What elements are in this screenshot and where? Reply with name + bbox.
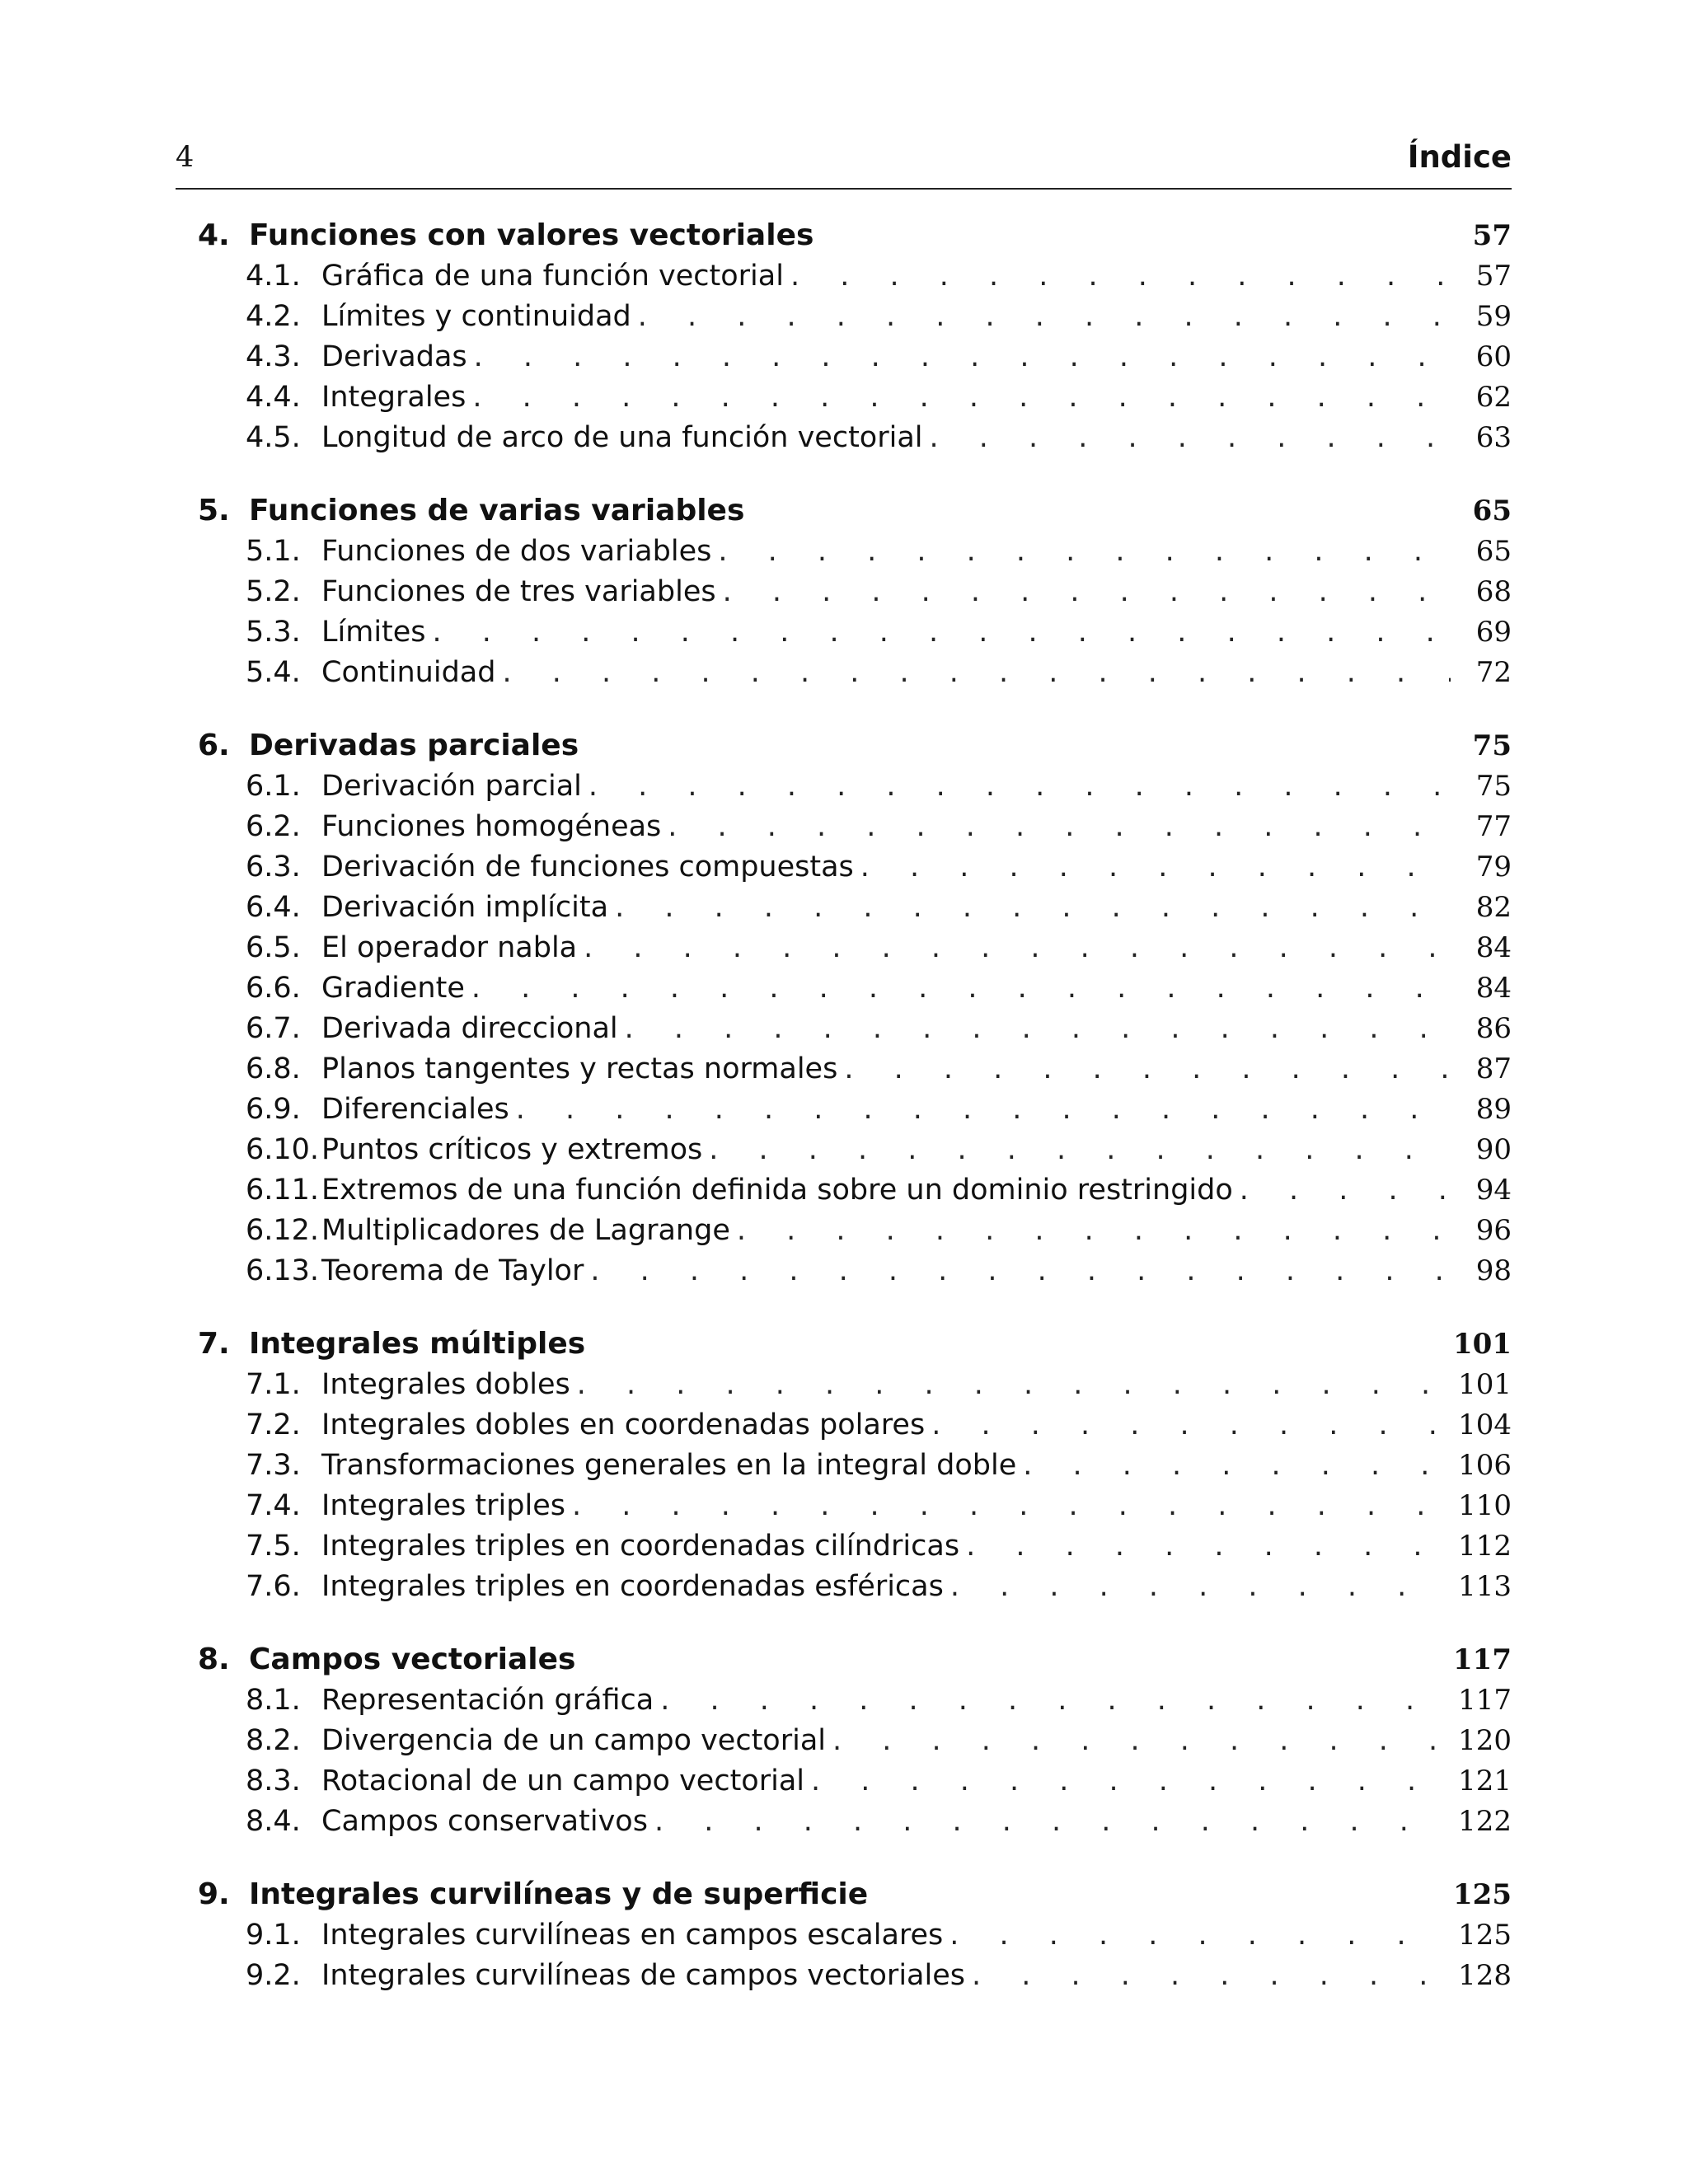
chapter-number: 8. <box>198 1643 230 1676</box>
section-title: Gráfica de una función vectorial <box>321 260 784 293</box>
chapter-title: Funciones con valores vectoriales <box>249 218 814 252</box>
toc-chapter <box>198 1873 1512 1996</box>
dot-leader <box>471 968 1451 1009</box>
dot-leader <box>723 572 1451 612</box>
dot-leader <box>950 1915 1443 1956</box>
section-entry[interactable] <box>198 1170 1512 1211</box>
dot-leader <box>972 1956 1443 1996</box>
section-entry[interactable] <box>198 1090 1512 1130</box>
chapter-entry[interactable] <box>198 490 1512 532</box>
section-number: 5.1. <box>246 535 301 568</box>
section-number: 6.6. <box>246 972 301 1005</box>
section-entry[interactable] <box>198 1130 1512 1170</box>
section-entry[interactable] <box>198 297 1512 337</box>
section-entry[interactable] <box>198 532 1512 572</box>
section-title: Representación gráfica <box>321 1684 654 1717</box>
section-entry[interactable] <box>198 1956 1512 1996</box>
chapter-page-number: 75 <box>1472 729 1512 762</box>
section-page-number: 87 <box>1475 1052 1512 1085</box>
page-header <box>176 139 1512 190</box>
toc-chapter <box>198 1638 1512 1842</box>
section-title: Integrales dobles <box>321 1368 570 1401</box>
dot-leader <box>718 532 1451 572</box>
section-title: Extremos de una función definida sobre un dominio restringido <box>321 1174 1233 1207</box>
section-title: Divergencia de un campo vectorial <box>321 1724 826 1757</box>
section-number: 5.3. <box>246 616 301 649</box>
section-title: Diferenciales <box>321 1093 509 1126</box>
dot-leader <box>615 888 1451 928</box>
section-entry[interactable] <box>198 1009 1512 1049</box>
dot-leader <box>660 1680 1443 1721</box>
section-entry[interactable] <box>198 1405 1512 1446</box>
section-number: 6.9. <box>246 1093 301 1126</box>
toc-chapter <box>198 214 1512 458</box>
section-number: 4.1. <box>246 260 301 293</box>
section-entry[interactable] <box>198 1211 1512 1251</box>
dot-leader <box>832 1721 1443 1761</box>
section-entry[interactable] <box>198 572 1512 612</box>
section-number: 8.1. <box>246 1684 301 1717</box>
section-entry[interactable] <box>198 612 1512 653</box>
section-number: 7.5. <box>246 1530 301 1563</box>
section-number: 4.4. <box>246 381 301 414</box>
chapter-entry[interactable] <box>198 1638 1512 1680</box>
section-page-number: 79 <box>1475 851 1512 883</box>
chapter-entry[interactable] <box>198 1323 1512 1365</box>
section-page-number: 84 <box>1475 972 1512 1005</box>
dot-leader <box>516 1090 1451 1130</box>
section-page-number: 98 <box>1475 1254 1512 1287</box>
dot-leader <box>474 337 1451 377</box>
section-page-number: 82 <box>1475 891 1512 924</box>
section-title: Derivación implícita <box>321 891 609 924</box>
section-entry[interactable] <box>198 807 1512 847</box>
section-title: Continuidad <box>321 656 496 689</box>
page-number: 4 <box>176 141 195 174</box>
section-page-number: 62 <box>1475 381 1512 414</box>
section-title: Derivación de funciones compuestas <box>321 851 854 883</box>
section-number: 9.2. <box>246 1959 301 1992</box>
section-number: 6.10. <box>246 1133 320 1166</box>
section-title: Campos conservativos <box>321 1805 648 1838</box>
section-entry[interactable] <box>198 1761 1512 1802</box>
section-number: 4.5. <box>246 421 301 454</box>
toc-chapter <box>198 724 1512 1291</box>
section-page-number: 68 <box>1475 575 1512 608</box>
dot-leader <box>930 418 1451 458</box>
dot-leader <box>1023 1446 1443 1486</box>
section-page-number: 128 <box>1458 1959 1512 1992</box>
section-page-number: 90 <box>1475 1133 1512 1166</box>
section-title: Funciones de tres variables <box>321 575 716 608</box>
chapter-title: Integrales curvilíneas y de superficie <box>249 1877 869 1911</box>
section-entry[interactable] <box>198 1680 1512 1721</box>
section-entry[interactable] <box>198 888 1512 928</box>
chapter-title: Campos vectoriales <box>249 1643 576 1676</box>
section-title: Integrales <box>321 381 467 414</box>
section-page-number: 57 <box>1475 260 1512 293</box>
dot-leader <box>590 1251 1451 1291</box>
section-entry[interactable] <box>198 256 1512 297</box>
section-number: 6.12. <box>246 1214 320 1247</box>
section-entry[interactable] <box>198 968 1512 1009</box>
dot-leader <box>790 256 1451 297</box>
section-title: Integrales curvilíneas de campos vectoriales <box>321 1959 965 1992</box>
section-page-number: 110 <box>1458 1489 1512 1522</box>
section-title: Rotacional de un campo vectorial <box>321 1765 805 1797</box>
dot-leader <box>860 847 1451 888</box>
section-number: 7.3. <box>246 1449 301 1482</box>
section-page-number: 112 <box>1458 1530 1512 1563</box>
section-page-number: 86 <box>1475 1012 1512 1045</box>
section-title: Integrales dobles en coordenadas polares <box>321 1408 926 1441</box>
section-page-number: 89 <box>1475 1093 1512 1126</box>
section-number: 7.1. <box>246 1368 301 1401</box>
section-page-number: 77 <box>1475 810 1512 843</box>
section-entry[interactable] <box>198 928 1512 968</box>
section-page-number: 59 <box>1475 300 1512 333</box>
section-number: 6.5. <box>246 931 301 964</box>
chapter-page-number: 117 <box>1453 1643 1512 1676</box>
dot-leader <box>709 1130 1451 1170</box>
section-page-number: 60 <box>1475 340 1512 373</box>
section-page-number: 69 <box>1475 616 1512 649</box>
section-entry[interactable] <box>198 1802 1512 1842</box>
section-number: 6.11. <box>246 1174 320 1207</box>
dot-leader <box>737 1211 1451 1251</box>
section-entry[interactable] <box>198 418 1512 458</box>
section-title: Integrales triples en coordenadas esféricas <box>321 1570 944 1603</box>
section-entry[interactable] <box>198 1526 1512 1567</box>
dot-leader <box>654 1802 1443 1842</box>
section-title: Transformaciones generales en la integral doble <box>321 1449 1017 1482</box>
toc-chapter <box>198 490 1512 693</box>
table-of-contents <box>198 214 1512 2027</box>
chapter-number: 4. <box>198 218 230 252</box>
section-page-number: 117 <box>1458 1684 1512 1717</box>
section-entry[interactable] <box>198 1915 1512 1956</box>
dot-leader <box>668 807 1451 847</box>
dot-leader <box>584 928 1451 968</box>
section-number: 8.2. <box>246 1724 301 1757</box>
chapter-number: 9. <box>198 1877 230 1911</box>
section-title: Derivación parcial <box>321 770 582 803</box>
section-page-number: 125 <box>1458 1919 1512 1952</box>
section-title: Funciones homogéneas <box>321 810 662 843</box>
section-page-number: 84 <box>1475 931 1512 964</box>
section-entry[interactable] <box>198 1446 1512 1486</box>
dot-leader <box>638 297 1451 337</box>
section-title: Límites <box>321 616 426 649</box>
dot-leader <box>950 1567 1443 1607</box>
section-title: Derivada direccional <box>321 1012 618 1045</box>
toc-chapter <box>198 1323 1512 1607</box>
dot-leader <box>811 1761 1443 1802</box>
section-entry[interactable] <box>198 337 1512 377</box>
header-title: Índice <box>1407 139 1512 175</box>
section-entry[interactable] <box>198 766 1512 807</box>
section-page-number: 63 <box>1475 421 1512 454</box>
section-number: 6.1. <box>246 770 301 803</box>
dot-leader <box>844 1049 1451 1090</box>
section-page-number: 113 <box>1458 1570 1512 1603</box>
section-number: 4.3. <box>246 340 301 373</box>
chapter-number: 7. <box>198 1327 230 1361</box>
section-number: 8.4. <box>246 1805 301 1838</box>
section-entry[interactable] <box>198 847 1512 888</box>
section-page-number: 65 <box>1475 535 1512 568</box>
section-page-number: 106 <box>1458 1449 1512 1482</box>
section-number: 9.1. <box>246 1919 301 1952</box>
dot-leader <box>577 1365 1443 1405</box>
section-title: El operador nabla <box>321 931 578 964</box>
section-title: Límites y continuidad <box>321 300 631 333</box>
section-page-number: 121 <box>1458 1765 1512 1797</box>
chapter-entry[interactable] <box>198 1873 1512 1915</box>
chapter-page-number: 125 <box>1453 1878 1512 1911</box>
section-page-number: 96 <box>1475 1214 1512 1247</box>
section-entry[interactable] <box>198 1251 1512 1291</box>
section-entry[interactable] <box>198 1365 1512 1405</box>
section-page-number: 94 <box>1475 1174 1512 1207</box>
section-number: 7.4. <box>246 1489 301 1522</box>
chapter-title: Funciones de varias variables <box>249 494 745 527</box>
chapter-page-number: 101 <box>1453 1328 1512 1361</box>
section-title: Integrales curvilíneas en campos escalares <box>321 1919 944 1952</box>
section-title: Derivadas <box>321 340 467 373</box>
section-entry[interactable] <box>198 1721 1512 1761</box>
dot-leader <box>572 1486 1443 1526</box>
dot-leader <box>433 612 1451 653</box>
chapter-title: Integrales múltiples <box>249 1327 586 1361</box>
section-number: 5.4. <box>246 656 301 689</box>
section-number: 4.2. <box>246 300 301 333</box>
section-number: 7.6. <box>246 1570 301 1603</box>
dot-leader <box>588 766 1451 807</box>
chapter-entry[interactable] <box>198 724 1512 766</box>
section-number: 6.13. <box>246 1254 320 1287</box>
dot-leader <box>966 1526 1443 1567</box>
section-number: 6.4. <box>246 891 301 924</box>
dot-leader <box>625 1009 1451 1049</box>
section-number: 6.2. <box>246 810 301 843</box>
chapter-entry[interactable] <box>198 214 1512 256</box>
section-page-number: 72 <box>1475 656 1512 689</box>
section-page-number: 120 <box>1458 1724 1512 1757</box>
section-number: 6.7. <box>246 1012 301 1045</box>
section-number: 5.2. <box>246 575 301 608</box>
chapter-page-number: 57 <box>1472 219 1512 252</box>
section-page-number: 101 <box>1458 1368 1512 1401</box>
section-title: Planos tangentes y rectas normales <box>321 1052 838 1085</box>
section-title: Puntos críticos y extremos <box>321 1133 703 1166</box>
section-number: 6.3. <box>246 851 301 883</box>
section-title: Integrales triples en coordenadas cilíndricas <box>321 1530 960 1563</box>
section-title: Integrales triples <box>321 1489 565 1522</box>
dot-leader <box>1240 1170 1451 1211</box>
section-page-number: 122 <box>1458 1805 1512 1838</box>
section-title: Funciones de dos variables <box>321 535 712 568</box>
section-entry[interactable] <box>198 1486 1512 1526</box>
section-number: 7.2. <box>246 1408 301 1441</box>
section-entry[interactable] <box>198 1049 1512 1090</box>
section-entry[interactable] <box>198 653 1512 693</box>
chapter-title: Derivadas parciales <box>249 729 579 762</box>
section-page-number: 104 <box>1458 1408 1512 1441</box>
section-title: Longitud de arco de una función vectorial <box>321 421 923 454</box>
section-page-number: 75 <box>1475 770 1512 803</box>
chapter-number: 5. <box>198 494 230 527</box>
dot-leader <box>472 377 1451 418</box>
section-number: 6.8. <box>246 1052 301 1085</box>
chapter-page-number: 65 <box>1472 494 1512 527</box>
section-entry[interactable] <box>198 1567 1512 1607</box>
section-title: Teorema de Taylor <box>321 1254 584 1287</box>
section-title: Multiplicadores de Lagrange <box>321 1214 730 1247</box>
dot-leader <box>931 1405 1443 1446</box>
section-number: 8.3. <box>246 1765 301 1797</box>
dot-leader <box>502 653 1451 693</box>
section-title: Gradiente <box>321 972 465 1005</box>
section-entry[interactable] <box>198 377 1512 418</box>
chapter-number: 6. <box>198 729 230 762</box>
